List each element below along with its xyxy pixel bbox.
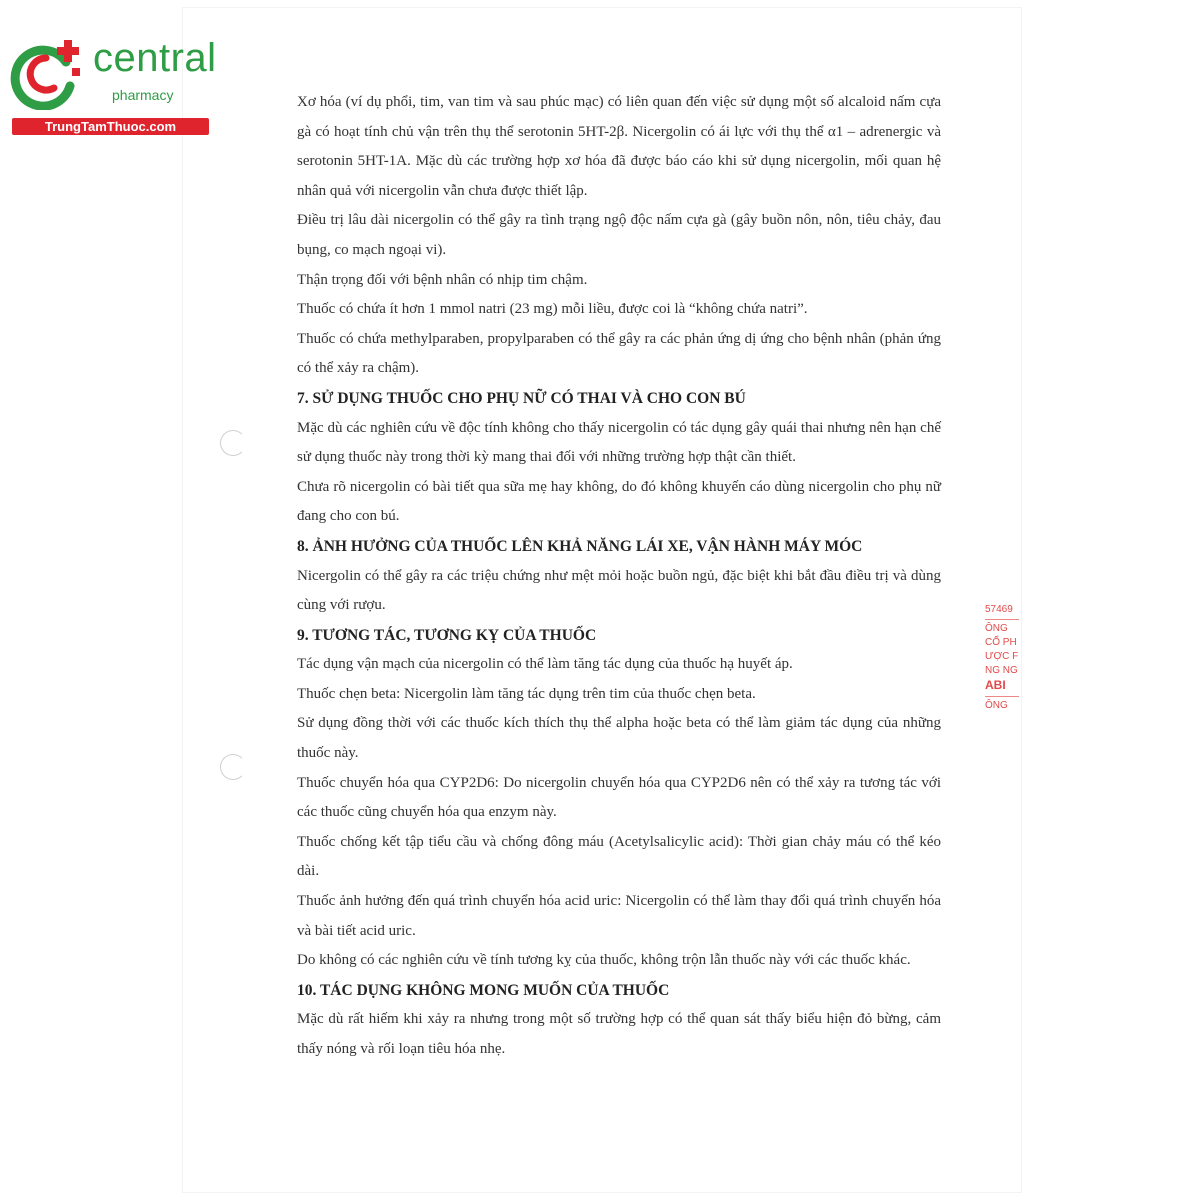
punch-hole-mark [220,754,246,780]
brand-subtitle: pharmacy [112,87,174,103]
stamp-line: ÔNG [985,623,1008,634]
stamp-line: CỔ PH [985,637,1017,648]
section-heading: 9. TƯƠNG TÁC, TƯƠNG KỴ CỦA THUỐC [297,626,597,644]
stamp-line: NG NG [985,665,1018,676]
paragraph: Tác dụng vận mạch của nicergolin có thể làm tăng tác dụng của thuốc hạ huyết áp. [297,656,793,673]
stamp-line: 57469 [985,604,1013,615]
stamp-line: ABI [985,678,1006,692]
stamp-line: ÔNG [985,700,1008,711]
paragraph: Thuốc ảnh hưởng đến quá trình chuyển hóa acid uric: Nicergolin có thể làm thay đổi quá trình chuyển hóa và bài tiết acid uric. [297,893,941,939]
paragraph: Thận trọng đối với bệnh nhân có nhịp tim chậm. [297,271,588,288]
stamp-divider [985,696,1019,697]
paragraph: Thuốc có chứa ít hơn 1 mmol natri (23 mg) mỗi liều, được coi là “không chứa natri”. [297,301,808,318]
stamp-line: ƯỢC F [985,651,1019,662]
paragraph: Do không có các nghiên cứu về tính tương kỵ của thuốc, không trộn lẫn thuốc này với các thuốc khác. [297,952,911,969]
document-body [297,88,941,1065]
punch-hole-mark [220,430,246,456]
stamp-divider [985,619,1019,620]
paragraph: Sử dụng đồng thời với các thuốc kích thích thụ thể alpha hoặc beta có thể làm giảm tác dụng của những thuốc này. [297,715,941,762]
paragraph: Thuốc có chứa methylparaben, propylparaben có thể gây ra các phản ứng dị ứng cho bệnh nhân (phản ứng có thể xảy ra chậm). [297,330,941,377]
section-heading: 7. SỬ DỤNG THUỐC CHO PHỤ NỮ CÓ THAI VÀ CHO CON BÚ [297,389,746,407]
paragraph: Chưa rõ nicergolin có bài tiết qua sữa mẹ hay không, do đó không khuyến cáo dùng nicergolin cho phụ nữ đang cho con bú. [297,478,941,525]
paragraph: Thuốc chuyển hóa qua CYP2D6: Do nicergolin chuyển hóa qua CYP2D6 nên có thể xảy ra tương tác với các thuốc cũng chuyển hóa qua enzym này. [297,774,941,821]
site-url-banner[interactable]: TrungTamThuoc.com [12,118,209,135]
central-pharmacy-logo[interactable] [8,38,218,138]
paragraph: Thuốc chống kết tập tiểu cầu và chống đông máu (Acetylsalicylic acid): Thời gian chảy máu có thể kéo dài. [297,833,941,880]
pharmacy-cross-icon [8,38,92,110]
section-heading: 10. TÁC DỤNG KHÔNG MONG MUỐN CỦA THUỐC [297,981,670,999]
paragraph: Xơ hóa (ví dụ phổi, tim, van tim và sau phúc mạc) có liên quan đến việc sử dụng một số alcaloid nấm cựa gà có hoạt tính chủ vận trên thụ thể serotonin 5HT-2β. Nicergolin có ái lực với thụ thể α1 – adrenergic và serotonin 5HT-1A. Mặc dù các trường hợp xơ hóa đã được báo cáo khi sử dụng nicergolin, mối quan hệ nhân quả với nicergolin vẫn chưa được thiết lập. [297,94,941,199]
paragraph: Điều trị lâu dài nicergolin có thể gây ra tình trạng ngộ độc nấm cựa gà (gây buồn nôn, nôn, tiêu chảy, đau bụng, co mạch ngoại vi). [297,212,941,258]
brand-name: central [93,36,217,80]
paragraph: Nicergolin có thể gây ra các triệu chứng như mệt mỏi hoặc buồn ngủ, đặc biệt khi bắt đầu điều trị và dùng cùng với rượu. [297,567,941,614]
red-stamp-fragment [985,603,1019,753]
section-heading: 8. ẢNH HƯỞNG CỦA THUỐC LÊN KHẢ NĂNG LÁI XE, VẬN HÀNH MÁY MÓC [297,537,863,555]
paragraph: Mặc dù các nghiên cứu về độc tính không cho thấy nicergolin có tác dụng gây quái thai nhưng nên hạn chế sử dụng thuốc này trong thời kỳ mang thai đối với những trường hợp thật cần thiết. [297,419,941,466]
paragraph: Thuốc chẹn beta: Nicergolin làm tăng tác dụng trên tim của thuốc chẹn beta. [297,685,756,702]
paragraph: Mặc dù rất hiếm khi xảy ra nhưng trong một số trường hợp có thể quan sát thấy biểu hiện đỏ bừng, cảm thấy nóng và rối loạn tiêu hóa nhẹ. [297,1011,941,1057]
